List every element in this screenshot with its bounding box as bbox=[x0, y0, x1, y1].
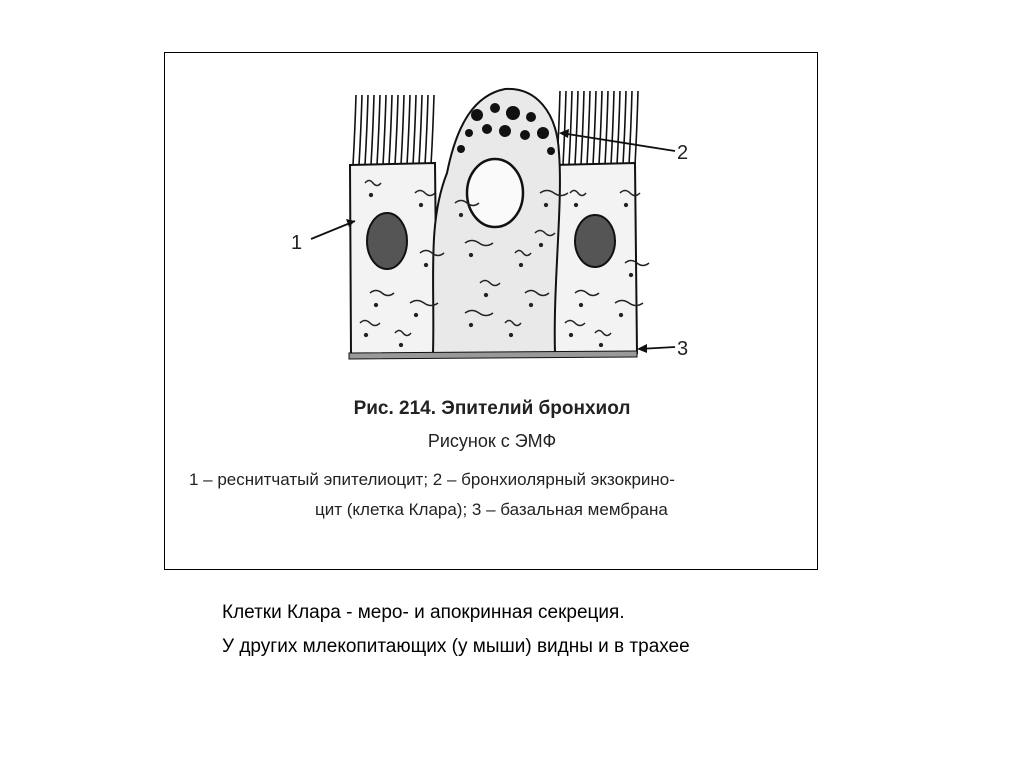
label-1: 1 bbox=[291, 232, 303, 254]
granule-dot bbox=[620, 314, 623, 317]
granule-dot bbox=[470, 254, 473, 257]
cilium bbox=[431, 95, 434, 165]
granule-dot bbox=[580, 304, 583, 307]
granule-dot bbox=[425, 264, 428, 267]
cilium bbox=[623, 91, 626, 165]
granule-dot bbox=[460, 214, 463, 217]
label-3: 3 bbox=[677, 338, 689, 360]
figure-frame bbox=[164, 52, 818, 570]
nucleus-right bbox=[575, 215, 615, 267]
bronchiole-epithelium-drawing bbox=[165, 53, 819, 393]
cilium bbox=[377, 95, 380, 165]
nucleus-clara bbox=[467, 159, 523, 227]
granule-dot bbox=[570, 334, 573, 337]
cilium bbox=[425, 95, 428, 165]
cilium bbox=[635, 91, 638, 165]
basal-membrane bbox=[349, 351, 637, 359]
cilium bbox=[365, 95, 368, 165]
granule-dot bbox=[420, 204, 423, 207]
granule-dot bbox=[470, 324, 473, 327]
cilium bbox=[407, 95, 410, 165]
legend-line-2: цит (клетка Клара); 3 – базальная мембрана bbox=[315, 500, 668, 519]
caption-subtitle: Рисунок с ЭМФ bbox=[427, 431, 557, 451]
cilium bbox=[419, 95, 422, 165]
cilium bbox=[605, 91, 608, 165]
cilium bbox=[563, 91, 566, 165]
granule-dot bbox=[400, 344, 403, 347]
granule-dot bbox=[370, 194, 373, 197]
cilium bbox=[617, 91, 620, 165]
cilium bbox=[413, 95, 416, 165]
legend-line-1: 1 – реснитчатый эпителиоцит; 2 – бронхиолярный экзокрино- bbox=[189, 470, 675, 489]
cilium bbox=[587, 91, 590, 165]
granule-dot bbox=[415, 314, 418, 317]
caption-title: Рис. 214. Эпителий бронхиол bbox=[353, 398, 631, 419]
note-line-2: У других млекопитающих (у мыши) видны и в трахее bbox=[222, 636, 690, 657]
granule-dot bbox=[510, 334, 513, 337]
granule-dot bbox=[600, 344, 603, 347]
cilia-left-cell bbox=[353, 95, 434, 165]
granule-dot bbox=[575, 204, 578, 207]
granule-dot bbox=[545, 204, 548, 207]
nucleus-left bbox=[367, 213, 407, 269]
cilium bbox=[359, 95, 362, 165]
cilium bbox=[569, 91, 572, 165]
arrow-head-3 bbox=[637, 344, 647, 353]
granule-dot bbox=[375, 304, 378, 307]
cilium bbox=[371, 95, 374, 165]
granule-dot bbox=[365, 334, 368, 337]
cilium bbox=[575, 91, 578, 165]
cilium bbox=[395, 95, 398, 165]
cilia-right-cell bbox=[557, 91, 638, 165]
granule-dot bbox=[540, 244, 543, 247]
granule-dot bbox=[630, 274, 633, 277]
cilium bbox=[383, 95, 386, 165]
cilium bbox=[629, 91, 632, 165]
label-2: 2 bbox=[677, 142, 689, 164]
cilium bbox=[389, 95, 392, 165]
granule-dot bbox=[520, 264, 523, 267]
cilium bbox=[593, 91, 596, 165]
granule-dot bbox=[530, 304, 533, 307]
cilium bbox=[581, 91, 584, 165]
granule-dot bbox=[485, 294, 488, 297]
granule-dot bbox=[625, 204, 628, 207]
note-line-1: Клетки Клара - меро- и апокринная секреция. bbox=[222, 602, 625, 623]
cilium bbox=[599, 91, 602, 165]
cilium bbox=[401, 95, 404, 165]
cilium bbox=[353, 95, 356, 165]
cilium bbox=[611, 91, 614, 165]
